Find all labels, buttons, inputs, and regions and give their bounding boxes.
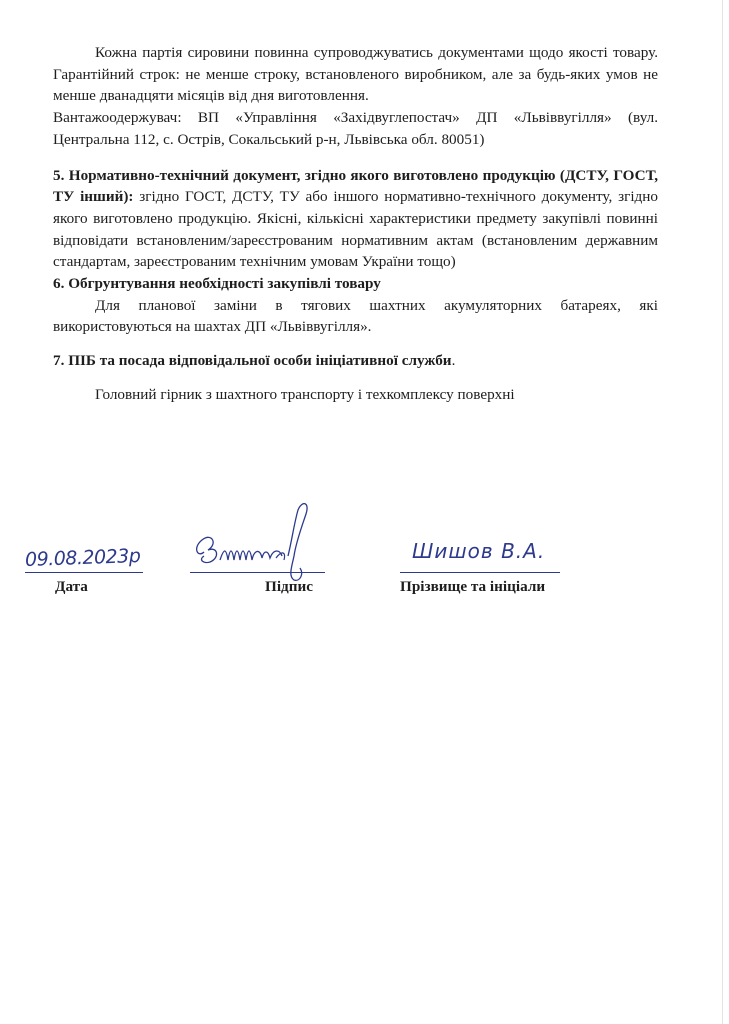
section-7	[53, 350, 658, 372]
signature-block	[0, 536, 729, 596]
document-body	[53, 42, 658, 406]
consignee-paragraph: Вантажоодержувач: ВП «Управління «Західвуглепостач» ДП «Львіввугілля» (вул. Центральна 112, с. Острів, Сокальський р-н, Львівська обл. 80051)	[53, 109, 658, 148]
section-5	[53, 165, 658, 274]
date-caption: Дата	[55, 578, 88, 595]
handwritten-name: Шишов В.А.	[412, 539, 546, 563]
section-6-body: Для планової заміни в тягових шахтних акумуляторних батареях, які використовуються на шахтах ДП «Львіввугілля».	[53, 296, 658, 336]
section-5-heading: 5. Нормативно-технічний документ, згідно якого виготовлено продукцію (ДСТУ, ГОСТ, ТУ інший):	[53, 166, 658, 206]
name-line	[400, 572, 560, 573]
responsible-position: Головний гірник з шахтного транспорту і техкомплексу поверхні	[95, 385, 515, 403]
handwritten-date: 09.08.2023р	[24, 544, 141, 572]
section-6-heading: 6. Обгрунтування необхідності закупівлі товару	[53, 275, 381, 293]
quality-paragraph: Кожна партія сировини повинна супроводжуватись документами щодо якості товару. Гарантійний строк: не менше строку, встановленого виробником, але за будь-яких умов не менше дванадцяти місяців від дня виготовлення.	[53, 44, 658, 105]
section-7-period: .	[451, 352, 456, 370]
signature-line	[190, 572, 325, 573]
section-5-body: згідно ГОСТ, ДСТУ, ТУ або іншого нормативно-технічного документу, згідно якого виготовлено продукцію. Якісні, кількісні характеристики предмету закупівлі повинні відповідати встановленим/зареєстрованим нормативним актам (встановленим державним стандартам, зареєстрованим технічним умовам України тощо)	[53, 188, 658, 271]
section-7-heading: 7. ПІБ та посада відповідальної особи ініціативної служби	[53, 352, 452, 370]
signature-caption: Підпис	[265, 578, 313, 595]
scan-edge	[722, 0, 723, 1024]
name-caption: Прізвище та ініціали	[400, 578, 546, 595]
date-line	[25, 572, 143, 573]
